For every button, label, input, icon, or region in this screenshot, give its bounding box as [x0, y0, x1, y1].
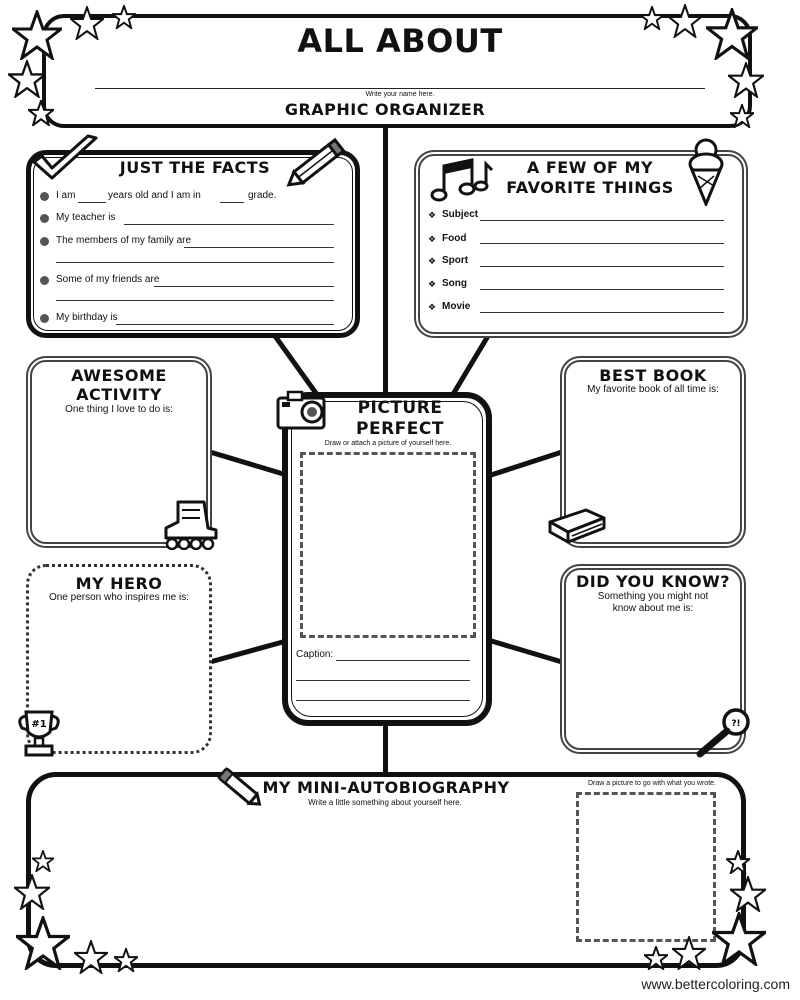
star-icon — [726, 850, 750, 874]
star-icon — [730, 104, 754, 128]
facts-teacher-label: My teacher is — [56, 212, 116, 223]
facts-family-label: The members of my family are — [56, 235, 192, 246]
diamond-bullet-icon: ❖ — [428, 234, 437, 244]
trophy-label: #1 — [31, 719, 47, 730]
activity-title-2: ACTIVITY — [76, 385, 162, 404]
book-title: BEST BOOK — [599, 366, 707, 385]
teacher-line[interactable] — [124, 224, 334, 225]
name-line[interactable] — [95, 88, 705, 89]
picture-prompt: Draw or attach a picture of yourself here. — [324, 440, 452, 447]
caption-label: Caption: — [296, 649, 334, 660]
trophy-icon — [16, 708, 62, 758]
magnifying-glass-icon — [694, 706, 756, 758]
music-notes-icon — [430, 156, 494, 206]
star-icon — [644, 946, 668, 970]
facts-age-label: I am — [56, 190, 76, 201]
star-icon — [32, 850, 54, 872]
friends-line-2[interactable] — [56, 300, 334, 301]
diamond-bullet-icon: ❖ — [428, 210, 437, 220]
star-icon — [8, 60, 46, 98]
fav-song-label: Song — [442, 278, 467, 289]
activity-title-1: AWESOME — [71, 366, 167, 385]
star-icon — [14, 874, 50, 910]
diamond-bullet-icon: ❖ — [428, 302, 437, 312]
book-prompt: My favorite book of all time is: — [587, 384, 719, 395]
picture-title-2: PERFECT — [356, 419, 444, 439]
star-icon — [640, 6, 664, 30]
watermark: www.bettercoloring.com — [641, 976, 790, 992]
fav-food-label: Food — [442, 233, 467, 244]
favorites-title-1: A FEW OF MY — [526, 158, 654, 177]
caption-line-2[interactable] — [296, 680, 470, 681]
fav-movie-label: Movie — [442, 301, 471, 312]
bullet-icon — [40, 276, 49, 285]
fav-subject-line[interactable] — [480, 220, 724, 221]
ice-cream-icon — [684, 136, 728, 206]
hero-prompt: One person who inspires me is: — [48, 592, 190, 603]
fav-song-line[interactable] — [480, 289, 724, 290]
facts-birthday-label: My birthday is — [56, 312, 118, 323]
hero-title: MY HERO — [75, 574, 163, 593]
autobio-writing-area[interactable] — [60, 812, 560, 952]
facts-title: JUST THE FACTS — [119, 158, 271, 177]
autobio-title: MY MINI-AUTOBIOGRAPHY — [262, 778, 510, 797]
book-icon — [546, 504, 608, 546]
facts-age-end: grade. — [248, 190, 277, 201]
fav-movie-line[interactable] — [480, 312, 724, 313]
star-icon — [672, 936, 706, 970]
autobio-prompt: Write a little something about yourself here. — [308, 798, 462, 807]
star-icon — [16, 916, 70, 970]
bullet-icon — [40, 192, 49, 201]
fav-sport-line[interactable] — [480, 266, 724, 267]
star-icon — [112, 5, 136, 29]
didyouknow-title: DID YOU KNOW? — [575, 572, 731, 591]
star-icon — [712, 912, 766, 966]
pencil-icon — [282, 134, 352, 194]
star-icon — [730, 876, 766, 912]
header-subtitle: GRAPHIC ORGANIZER — [284, 100, 486, 119]
birthday-line[interactable] — [116, 324, 334, 325]
star-icon — [728, 62, 764, 98]
star-icon — [70, 6, 104, 40]
didyouknow-prompt-2: know about me is: — [612, 603, 694, 614]
roller-skate-icon — [160, 498, 220, 550]
magnifier-text: ?! — [731, 719, 741, 729]
fav-sport-label: Sport — [442, 255, 469, 266]
favorites-title-2: FAVORITE THINGS — [506, 178, 674, 197]
fav-food-line[interactable] — [480, 243, 724, 244]
checkmark-icon — [30, 134, 100, 184]
didyouknow-prompt-1: Something you might not — [597, 591, 709, 602]
activity-prompt: One thing I love to do is: — [65, 404, 173, 415]
caption-line-3[interactable] — [296, 700, 470, 701]
family-line-2[interactable] — [56, 262, 334, 263]
star-icon — [74, 940, 108, 974]
bullet-icon — [40, 214, 49, 223]
star-icon — [28, 100, 54, 126]
bullet-icon — [40, 314, 49, 323]
star-icon — [668, 4, 702, 38]
fav-subject-label: Subject — [442, 209, 479, 220]
picture-drop-area[interactable] — [300, 452, 476, 638]
grade-blank[interactable] — [220, 202, 244, 203]
diamond-bullet-icon: ❖ — [428, 256, 437, 266]
facts-friends-label: Some of my friends are — [56, 274, 160, 285]
picture-title-1: PICTURE — [357, 398, 443, 418]
friends-line-1[interactable] — [154, 286, 334, 287]
star-icon — [114, 948, 138, 972]
autobio-draw-prompt: Draw a picture to go with what you wrote. — [587, 780, 716, 787]
diamond-bullet-icon: ❖ — [428, 279, 437, 289]
header-title: ALL ABOUT — [297, 22, 503, 60]
star-icon — [12, 10, 62, 60]
age-blank[interactable] — [78, 202, 106, 203]
family-line-1[interactable] — [184, 247, 334, 248]
caption-line-1[interactable] — [336, 660, 470, 661]
name-hint: Write your name here. — [365, 91, 435, 98]
autobio-drawing-area[interactable] — [576, 792, 716, 942]
star-icon — [706, 8, 758, 60]
facts-age-mid: years old and I am in — [108, 190, 201, 201]
bullet-icon — [40, 237, 49, 246]
